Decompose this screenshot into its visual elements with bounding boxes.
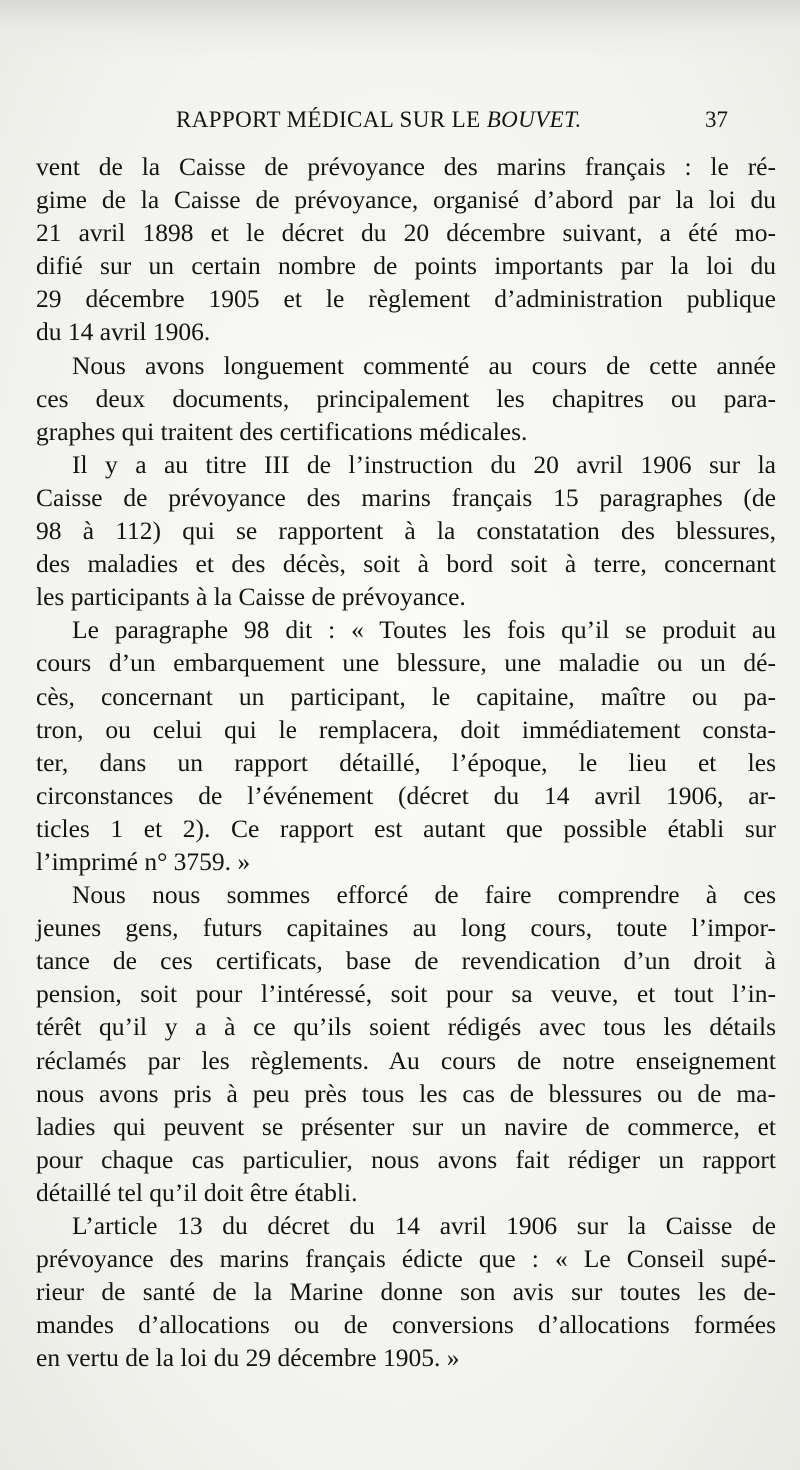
text-line: ticles 1 et 2). Ce rapport est autant que possible établi sur [36, 813, 776, 843]
text-line: Nous avons longuement commenté au cours de cette année [72, 350, 776, 380]
running-title-italic: BOUVET. [486, 107, 582, 132]
text-line: térêt qu’il y a à ce qu’ils soient rédigés avec tous les détails [36, 1012, 776, 1042]
text-line: les participants à la Caisse de prévoyance. [36, 582, 466, 612]
text-line: du 14 avril 1906. [36, 317, 211, 347]
text-line: jeunes gens, futurs capitaines au long cours, toute l’impor- [36, 913, 776, 943]
text-line: gime de la Caisse de prévoyance, organisé d’abord par la loi du [36, 185, 776, 215]
text-line: Il y a au titre III de l’instruction du 20 avril 1906 sur la [72, 449, 776, 479]
text-line: cès, concernant un participant, le capitaine, maître ou pa- [36, 681, 776, 711]
page-top-edge [0, 0, 800, 60]
text-line: réclamés par les règlements. Au cours de notre enseignement [36, 1045, 776, 1075]
text-line: 21 avril 1898 et le décret du 20 décembre suivant, a été mo- [36, 218, 776, 248]
running-title-upright: RAPPORT MÉDICAL SUR LE [176, 107, 481, 132]
text-line: tron, ou celui qui le remplacera, doit immédiatement consta- [36, 714, 776, 744]
text-line: Nous nous sommes efforcé de faire comprendre à ces [72, 880, 776, 910]
text-line: en vertu de la loi du 29 décembre 1905. » [36, 1343, 460, 1373]
text-line: difié sur un certain nombre de points importants par la loi du [36, 251, 776, 281]
text-line: vent de la Caisse de prévoyance des marins français : le ré- [36, 152, 776, 181]
text-line: Le paragraphe 98 dit : « Toutes les fois qu’il se produit au [72, 615, 776, 645]
text-line: prévoyance des marins français édicte que : « Le Conseil supé- [36, 1244, 776, 1274]
text-line: cours d’un embarquement une blessure, une maladie ou un dé- [36, 648, 776, 678]
text-line: pension, soit pour l’intéressé, soit pour sa veuve, et tout l’in- [36, 979, 776, 1009]
text-line: L’article 13 du décret du 14 avril 1906 sur la Caisse de [72, 1211, 776, 1240]
text-line: ces deux documents, principalement les chapitres ou para- [36, 383, 776, 413]
text-line: ter, dans un rapport détaillé, l’époque, le lieu et les [36, 747, 776, 777]
text-line: 98 à 112) qui se rapportent à la constatation des blessures, [36, 516, 776, 546]
text-line: tance de ces certificats, base de revendication d’un droit à [36, 946, 776, 976]
running-title [176, 107, 582, 133]
text-line: graphes qui traitent des certifications médicales. [36, 416, 528, 446]
text-line: pour chaque cas particulier, nous avons fait rédiger un rapport [36, 1144, 776, 1174]
text-line: rieur de santé de la Marine donne son avis sur toutes les de- [36, 1277, 776, 1307]
text-line: détaillé tel qu’il doit être établi. [36, 1177, 358, 1207]
text-line: nous avons pris à peu près tous les cas de blessures ou de ma- [36, 1078, 776, 1108]
text-line: circonstances de l’événement (décret du 14 avril 1906, ar- [36, 780, 776, 810]
body-text [36, 150, 776, 1374]
running-head [0, 103, 800, 137]
text-line: Caisse de prévoyance des marins français 15 paragraphes (de [36, 482, 776, 512]
page-number: 37 [705, 107, 728, 132]
text-line: l’imprimé n° 3759. » [36, 846, 251, 876]
text-line: ladies qui peuvent se présenter sur un navire de commerce, et [36, 1111, 776, 1141]
text-line: mandes d’allocations ou de conversions d’allocations formées [36, 1310, 776, 1340]
text-line: 29 décembre 1905 et le règlement d’administration publique [36, 284, 776, 314]
text-line: des maladies et des décès, soit à bord soit à terre, concernant [36, 549, 776, 579]
